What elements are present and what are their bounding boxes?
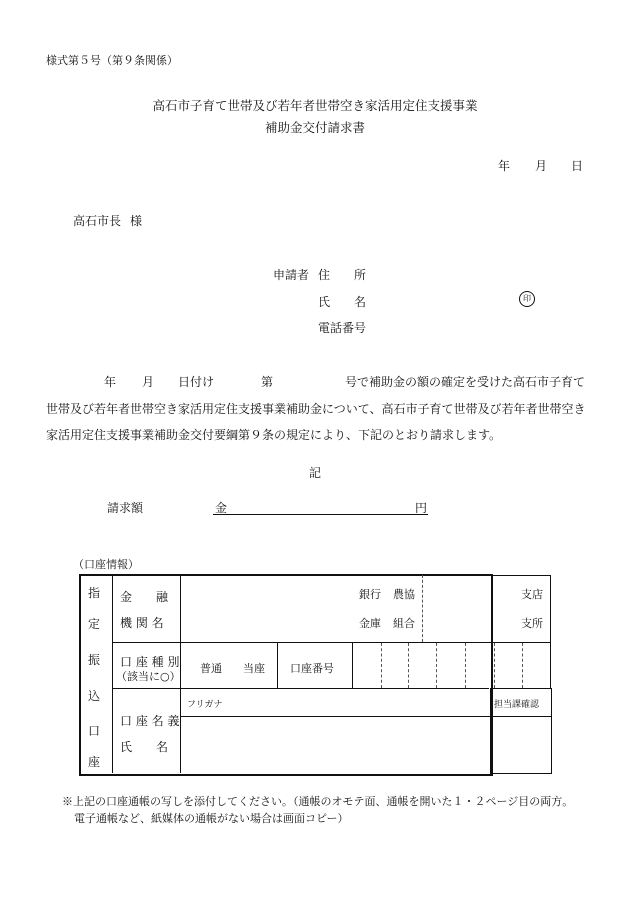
confirm-label: 担当課確認 xyxy=(494,700,540,710)
table-line xyxy=(113,642,551,643)
vertical-char: 定 xyxy=(87,617,100,631)
table-line xyxy=(490,716,551,717)
claim-amount-field[interactable] xyxy=(213,514,428,515)
document-title: 高石市子育て世帯及び若年者世帯空き家活用定住支援事業 xyxy=(152,98,478,113)
ki-heading: 記 xyxy=(309,466,322,480)
account-type-note: （該当に○） xyxy=(116,670,181,683)
institution-label-1: 金 融 xyxy=(120,590,169,604)
claim-kin: 金 xyxy=(215,501,228,515)
bank-label: 銀行 xyxy=(359,588,381,601)
table-line xyxy=(550,575,551,688)
form-number: 様式第５号（第９条関係） xyxy=(46,54,178,67)
table-dash xyxy=(522,643,523,688)
body-year: 年 xyxy=(104,375,117,389)
holder-label-1: 口 座 名 義 xyxy=(120,714,180,728)
table-dash xyxy=(494,643,495,688)
body-month: 月 xyxy=(142,375,155,389)
table-dash xyxy=(408,643,409,688)
date-month-label: 月 xyxy=(535,159,548,173)
name-label-1: 氏 xyxy=(318,295,331,309)
addressee-honorific: 様 xyxy=(130,214,143,228)
document-subtitle: 補助金交付請求書 xyxy=(264,120,365,135)
date-day-label: 日 xyxy=(571,159,584,173)
table-line xyxy=(352,642,353,688)
claim-en: 円 xyxy=(415,501,428,515)
vertical-char: 座 xyxy=(87,755,100,769)
toza-option[interactable]: 当座 xyxy=(243,662,265,675)
holder-label-2: 氏 名 xyxy=(120,740,169,754)
account-type-label: 口 座 種 別 xyxy=(120,655,180,669)
table-line xyxy=(489,575,551,576)
table-line xyxy=(112,575,113,773)
body-dai: 第 xyxy=(261,375,274,389)
institution-label-2: 機 関 名 xyxy=(120,616,164,630)
union-label: 組合 xyxy=(393,617,415,630)
vertical-char: 口 xyxy=(87,724,100,738)
vertical-char: 込 xyxy=(87,689,100,703)
addressee-name: 高石市長 xyxy=(73,214,122,228)
address-label-2: 所 xyxy=(354,268,367,282)
account-number-label: 口座番号 xyxy=(290,662,334,675)
account-info-label: （口座情報） xyxy=(73,558,139,571)
furigana-label: フリガナ xyxy=(187,700,223,710)
body-line-2: 世帯及び若年者世帯空き家活用定住支援事業補助金について、高石市子育て世帯及び若年者世帯空き xyxy=(46,402,586,416)
claim-amount-label: 請求額 xyxy=(107,501,144,515)
address-label-1: 住 xyxy=(318,268,331,282)
vertical-char: 振 xyxy=(87,653,100,667)
phone-label: 電話番号 xyxy=(318,321,367,335)
seal-mark: 印 xyxy=(519,291,535,307)
table-line xyxy=(181,716,490,717)
table-dash xyxy=(381,643,382,688)
name-label-2: 名 xyxy=(354,295,367,309)
note-line-1: ※上記の口座通帳の写しを添付してください。（通帳のオモテ面、通帳を開いた１・２ページ目の両方。 xyxy=(62,795,574,808)
date-year-label: 年 xyxy=(498,159,511,173)
credit-bank-label: 金庫 xyxy=(359,617,381,630)
office-label: 支所 xyxy=(521,617,543,630)
body-dated: 日付け xyxy=(178,375,215,389)
vertical-char: 指 xyxy=(87,586,100,600)
body-rest: 号で補助金の額の確定を受けた高石市子育て xyxy=(345,375,586,389)
agri-coop-label: 農協 xyxy=(393,588,415,601)
table-line xyxy=(277,642,278,688)
branch-label: 支店 xyxy=(521,588,543,601)
futsu-option[interactable]: 普通 xyxy=(200,662,222,675)
body-line-3: 家活用定住支援事業補助金交付要綱第９条の規定により、下記のとおり請求します。 xyxy=(46,428,502,442)
note-line-2: 電子通帳など、紙媒体の通帳がない場合は画面コピー） xyxy=(74,812,349,825)
table-line xyxy=(113,688,489,689)
applicant-label: 申請者 xyxy=(273,268,310,282)
table-dash xyxy=(465,643,466,688)
table-dash xyxy=(436,643,437,688)
table-dash xyxy=(422,575,423,642)
